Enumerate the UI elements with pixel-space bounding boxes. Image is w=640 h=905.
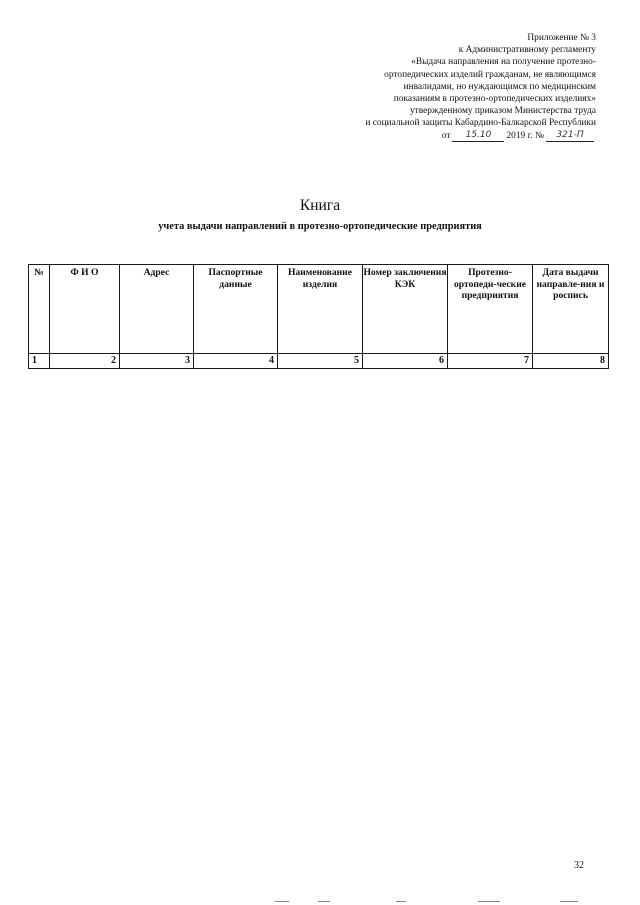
column-number-3: 3 [120,354,194,369]
order-number-field: 321-П [546,130,594,142]
appendix-block [236,32,596,142]
header-item-name: Наименование изделия [278,265,363,354]
column-number-1: 1 [29,354,50,369]
page-subtitle: учета выдачи направлений в протезно-ортопедические предприятия [158,221,482,232]
header-kek-number: Номер заключения КЭК [363,265,448,354]
appendix-line-5: инвалидами, но нуждающимся по медицинским [403,81,596,92]
table-row [29,354,609,369]
header-number: № [29,265,50,354]
header-issue-date: Дата выдачи направле-ния и роспись [533,265,609,354]
page-number: 32 [574,860,584,871]
column-number-7: 7 [448,354,533,369]
date-year: 2019 г. № [506,130,544,141]
order-date-line [442,130,596,142]
appendix-line-4: ортопедических изделий гражданам, не являющимся [384,69,596,80]
registry-table [28,264,609,369]
appendix-line-7: утвержденному приказом Министерства труда [409,106,596,117]
order-date-field: 15.10 [452,130,504,142]
header-enterprises: Протезно-ортопеди-ческие предприятия [448,265,533,354]
column-number-4: 4 [194,354,278,369]
column-number-8: 8 [533,354,609,369]
column-number-5: 5 [278,354,363,369]
page-title: Книга [299,197,341,214]
table-header-row [29,265,609,354]
appendix-line-3: «Выдача направления на получение протезно- [411,57,596,68]
header-fio: Ф И О [50,265,120,354]
header-passport: Паспортные данные [194,265,278,354]
appendix-line-8: и социальной защиты Кабардино-Балкарской Республики [365,118,596,129]
appendix-line-2: к Административному регламенту [458,45,596,56]
column-number-6: 6 [363,354,448,369]
appendix-line-6: показаниям в протезно-ортопедических изделиях» [393,94,596,105]
column-number-2: 2 [50,354,120,369]
appendix-line-1: Приложение № 3 [527,33,596,43]
date-prefix: от [441,130,451,141]
header-address: Адрес [120,265,194,354]
